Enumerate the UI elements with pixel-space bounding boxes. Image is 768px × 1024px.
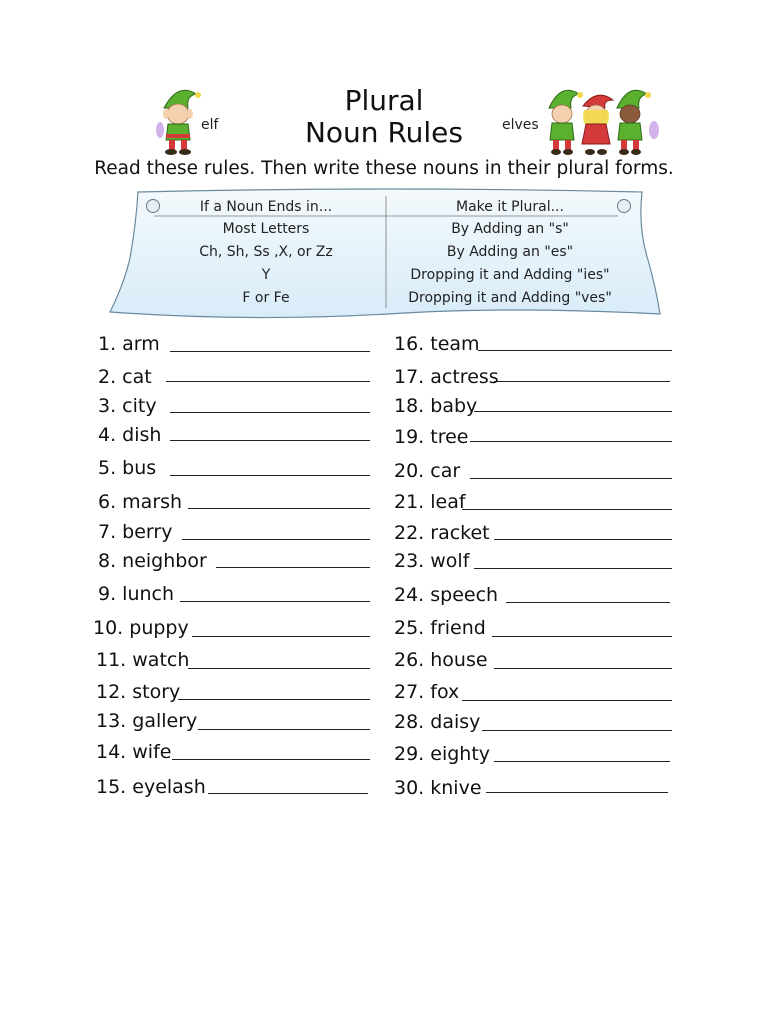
answer-line[interactable] [170,440,370,441]
rule-plural: Dropping it and Adding "ves" [408,290,612,306]
answer-line[interactable] [216,567,370,568]
word-item: 19. tree [394,426,469,448]
answer-line[interactable] [462,700,672,701]
answer-line[interactable] [470,441,672,442]
answer-line[interactable] [492,636,672,637]
answer-line[interactable] [494,381,670,382]
word-item: 16. team [394,333,480,355]
title-line-1: Plural [344,84,424,117]
rules-header-plural: Make it Plural... [456,199,564,215]
word-item: 20. car [394,460,461,482]
title-line-2: Noun Rules [304,116,463,149]
rules-header-ending: If a Noun Ends in... [199,199,333,215]
answer-line[interactable] [462,509,672,510]
rule-plural: By Adding an "s" [451,221,569,237]
word-item: 17. actress [394,366,499,388]
word-item: 30. knive [394,777,482,799]
word-item: 3. city [98,395,157,417]
answer-line[interactable] [170,412,370,413]
answer-line[interactable] [188,668,370,669]
answer-line[interactable] [198,729,370,730]
answer-line[interactable] [506,602,670,603]
answer-line[interactable] [170,351,370,352]
word-item: 7. berry [98,521,173,543]
word-item: 2. cat [98,366,152,388]
word-item: 14. wife [96,741,172,763]
answer-line[interactable] [474,568,672,569]
answer-line[interactable] [494,761,670,762]
word-item: 26. house [394,649,488,671]
word-item: 21. leaf [394,491,466,513]
answer-line[interactable] [470,478,672,479]
answer-line[interactable] [188,508,370,509]
elf-icon [156,86,202,160]
answer-line[interactable] [486,792,668,793]
answer-line[interactable] [170,475,370,476]
word-item: 8. neighbor [98,550,207,572]
word-item: 6. marsh [98,491,183,513]
rule-ending: Y [261,267,271,283]
answer-line[interactable] [494,539,672,540]
word-item: 1. arm [98,333,160,355]
answer-line[interactable] [182,539,370,540]
word-item: 5. bus [98,457,157,479]
elf-label: elf [201,117,219,133]
answer-line[interactable] [494,668,672,669]
answer-line[interactable] [478,350,672,351]
rule-ending: F or Fe [242,290,290,306]
answer-line[interactable] [192,636,370,637]
word-item: 10. puppy [93,617,189,639]
answer-line[interactable] [166,381,370,382]
word-item: 9. lunch [98,583,175,605]
word-item: 15. eyelash [96,776,206,798]
answer-line[interactable] [178,699,370,700]
word-item: 22. racket [394,522,490,544]
instructions: Read these rules. Then write these nouns in their plural forms. [94,158,674,179]
word-item: 29. eighty [394,743,491,765]
word-item: 25. friend [394,617,486,639]
word-item: 27. fox [394,681,460,703]
answer-line[interactable] [172,759,370,760]
word-item: 4. dish [98,424,162,446]
answer-line[interactable] [482,730,672,731]
word-item: 11. watch [96,649,190,671]
word-item: 18. baby [394,395,478,417]
rule-plural: By Adding an "es" [446,244,574,260]
answer-line[interactable] [208,793,368,794]
elves-group-icon [543,86,661,160]
word-item: 28. daisy [394,711,481,733]
rule-plural: Dropping it and Adding "ies" [410,267,610,283]
word-item: 23. wolf [394,550,470,572]
rule-ending: Most Letters [222,221,310,237]
word-item: 12. story [96,681,181,703]
rule-ending: Ch, Sh, Ss ,X, or Zz [199,244,333,260]
word-item: 13. gallery [96,710,198,732]
answer-line[interactable] [180,601,370,602]
answer-line[interactable] [474,411,672,412]
elves-label: elves [502,117,539,133]
word-item: 24. speech [394,584,499,606]
